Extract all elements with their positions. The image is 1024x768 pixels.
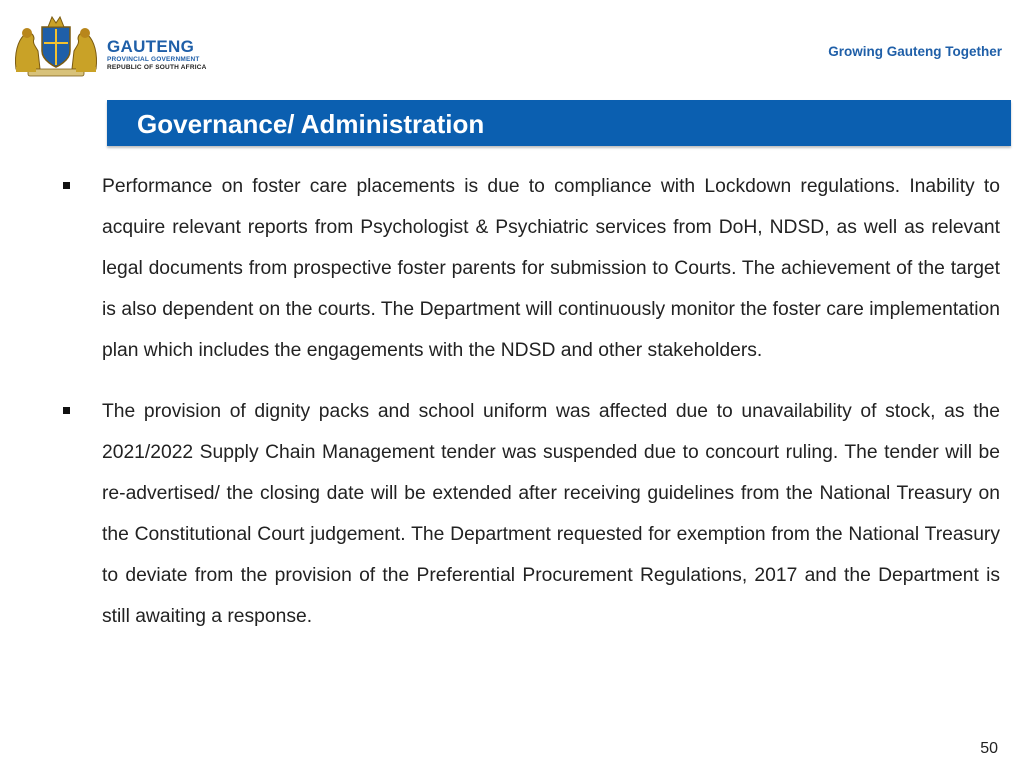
organization-name (107, 38, 207, 71)
list-item (62, 391, 1000, 637)
bullet-text: The provision of dignity packs and school uniform was affected due to unavailability of stock, as the 2021/2022 Supply Chain Management tender was suspended due to concourt ruling. The tender will be re-advertised/ the closing date will be extended after receiving guidelines from the National Treasury on the Constitutional Court judgement. The Department requested for exemption from the National Treasury to deviate from the provision of the Preferential Procurement Regulations, 2017 and the Department is still awaiting a response. (102, 401, 1000, 627)
org-name: GAUTENG (107, 37, 195, 56)
list-item (62, 166, 1000, 371)
coat-of-arms-icon (10, 13, 102, 79)
page-title: Governance/ Administration (137, 109, 485, 139)
org-subtitle-government: PROVINCIAL GOVERNMENT (107, 56, 200, 63)
square-bullet-icon (63, 407, 70, 414)
org-subtitle-country: REPUBLIC OF SOUTH AFRICA (107, 63, 207, 71)
slide-header (0, 0, 1024, 95)
title-bar (107, 100, 1011, 146)
page-number: 50 (980, 740, 998, 757)
bullet-text: Performance on foster care placements is due to compliance with Lockdown regulations. Inability to acquire relevant reports from Psychologist & Psychiatric services from DoH, NDSD, as well as relevant legal documents from prospective foster parents for submission to Courts. The achievement of the target is also dependent on the courts. The Department will continuously monitor the foster care implementation plan which includes the engagements with the NDSD and other stakeholders. (102, 176, 1000, 361)
tagline: Growing Gauteng Together (828, 44, 1002, 59)
square-bullet-icon (63, 182, 70, 189)
bullet-list (62, 166, 1000, 637)
